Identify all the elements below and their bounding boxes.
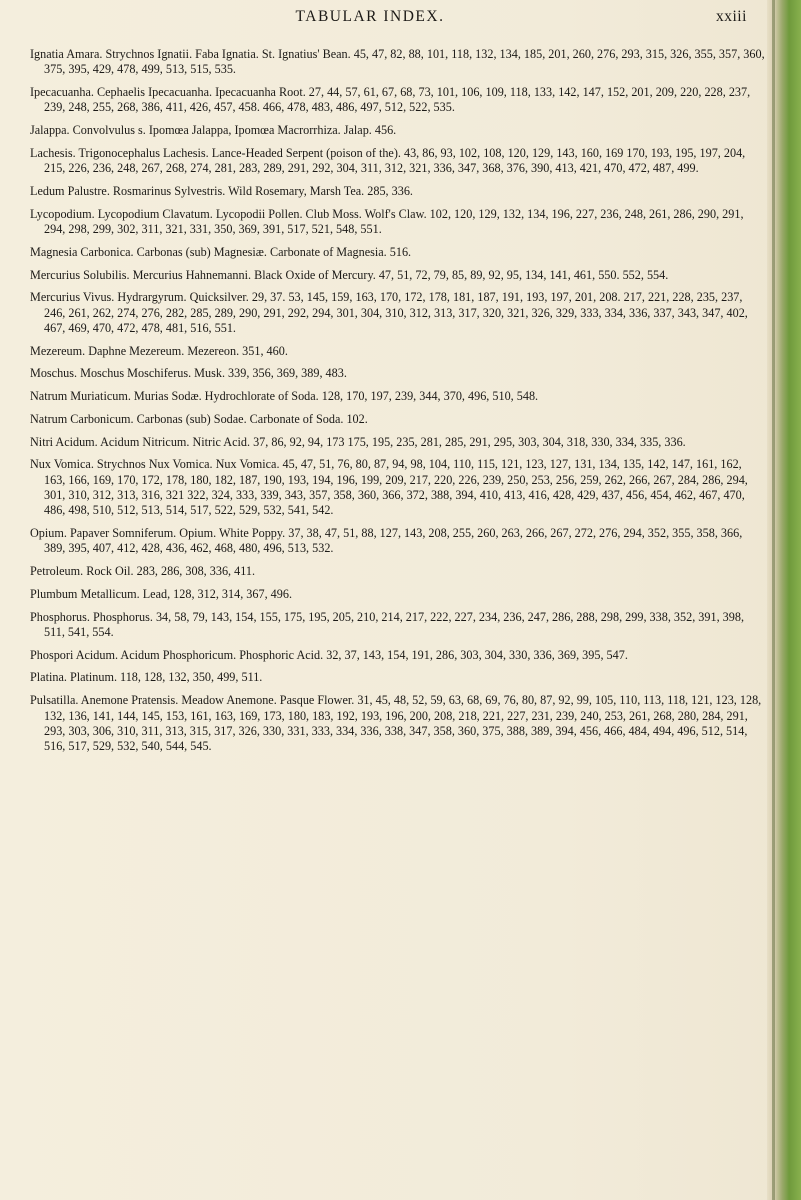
page-edge-shadow [772,0,775,1200]
index-entry: Petroleum. Rock Oil. 283, 286, 308, 336, 411. [30,564,256,579]
index-entry: Natrum Carbonicum. Carbonas (sub) Sodae. Carbonate of Soda. 102. [30,411,368,426]
index-entry: Ledum Palustre. Rosmarinus Sylvestris. Wild Rosemary, Marsh Tea. 285, 336. [30,183,413,198]
running-header [0,8,801,30]
index-entry: Nux Vomica. Strychnos Nux Vomica. Nux Vomica. 45, 47, 51, 76, 80, 87, 94, 98, 104, 110, 115, 121, 123, 127, 131, 134, 135, 142, 147, 161, 162, 163, 166, 169, 170, 172, 178, 180, 182, 187, 190, 193, 194, 196, 199, 209, 217, 220, 226, 239, 250, 253, 256, 259, 262, 266, 267, 284, 286, 294, 301, 310, 312, 313, 316, 321 322, 324, 333, 339, 343, 357, 358, 360, 366, 372, 388, 394, 410, 413, 416, 428, 429, 437, 456, 454, 462, 467, 470, 486, 498, 510, 512, 513, 514, 517, 522, 529, 532, 541, 542. [30,457,748,518]
index-entry: Lachesis. Trigonocephalus Lachesis. Lance-Headed Serpent (poison of the). 43, 86, 93, 102, 108, 120, 129, 143, 160, 169 170, 193, 195, 197, 204, 215, 226, 236, 248, 267, 268, 274, 281, 283, 289, 291, 292, 304, 311, 312, 321, 336, 347, 368, 376, 390, 413, 421, 470, 472, 487, 499. [30,145,746,176]
index-entry: Opium. Papaver Somniferum. Opium. White Poppy. 37, 38, 47, 51, 88, 127, 143, 208, 255, 260, 263, 266, 267, 272, 276, 294, 352, 355, 358, 366, 389, 395, 407, 412, 428, 436, 462, 468, 480, 496, 513, 532. [30,526,743,556]
index-entry: Mercurius Vivus. Hydrargyrum. Quicksilver. 29, 37. 53, 145, 159, 163, 170, 172, 178, 181, 187, 191, 193, 197, 201, 208. 217, 221, 228, 235, 237, 246, 261, 262, 274, 276, 282, 285, 289, 290, 291, 292, 294, 301, 304, 310, 312, 313, 317, 320, 321, 326, 329, 333, 334, 336, 337, 343, 347, 402, 467, 469, 470, 472, 478, 481, 516, 551. [30,290,748,335]
index-entry: Jalappa. Convolvulus s. Ipomœa Jalappa, Ipomœa Macrorrhiza. Jalap. 456. [30,123,397,138]
index-entry: Lycopodium. Lycopodium Clavatum. Lycopodii Pollen. Club Moss. Wolf's Claw. 102, 120, 129, 132, 134, 196, 227, 236, 248, 261, 286, 290, 291, 294, 298, 299, 302, 311, 321, 331, 350, 369, 391, 517, 521, 548, 551. [30,206,744,237]
index-entry: Plumbum Metallicum. Lead, 128, 312, 314, 367, 496. [30,586,293,601]
index-entry: Moschus. Moschus Moschiferus. Musk. 339, 356, 369, 389, 483. [30,366,347,381]
index-entry: Nitri Acidum. Acidum Nitricum. Nitric Acid. 37, 86, 92, 94, 173 175, 195, 235, 281, 285, 291, 295, 303, 304, 318, 330, 334, 335, 336. [30,434,686,449]
index-entry: Mezereum. Daphne Mezereum. Mezereon. 351, 460. [30,343,288,358]
index-entry: Ipecacuanha. Cephaelis Ipecacuanha. Ipecacuanha Root. 27, 44, 57, 61, 67, 68, 73, 101, 106, 109, 118, 133, 142, 147, 152, 201, 209, 220, 228, 237, 239, 248, 255, 268, 386, 411, 426, 457, 458. 466, 478, 483, 486, 497, 512, 522, 535. [30,85,751,115]
index-entry: Mercurius Solubilis. Mercurius Hahnemanni. Black Oxide of Mercury. 47, 51, 72, 79, 85, 89, 92, 95, 134, 141, 461, 550. 552, 554. [30,267,669,282]
index-entry: Phospori Acidum. Acidum Phosphoricum. Phosphoric Acid. 32, 37, 143, 154, 191, 286, 303, 304, 330, 336, 369, 395, 547. [30,647,628,662]
index-entry: Magnesia Carbonica. Carbonas (sub) Magnesiæ. Carbonate of Magnesia. 516. [30,244,412,259]
index-entry: Platina. Platinum. 118, 128, 132, 350, 499, 511. [30,670,263,685]
index-entry: Natrum Muriaticum. Murias Sodæ. Hydrochlorate of Soda. 128, 170, 197, 239, 344, 370, 496, 510, 548. [30,389,539,404]
index-entry: Ignatia Amara. Strychnos Ignatii. Faba Ignatia. St. Ignatius' Bean. 45, 47, 82, 88, 101, 118, 132, 134, 185, 201, 260, 276, 293, 315, 326, 355, 357, 360, 375, 395, 429, 478, 499, 513, 515, 535. [30,47,765,77]
page-number: xxiii [716,8,747,25]
index-entry: Phosphorus. Phosphorus. 34, 58, 79, 143, 154, 155, 175, 195, 205, 210, 214, 217, 222, 227, 234, 236, 247, 286, 288, 298, 299, 338, 352, 391, 398, 511, 541, 554. [30,609,745,639]
header-title: TABULAR INDEX. [295,8,445,25]
index-entries [30,47,766,762]
index-entry: Pulsatilla. Anemone Pratensis. Meadow Anemone. Pasque Flower. 31, 45, 48, 52, 59, 63, 68, 69, 76, 80, 87, 92, 99, 105, 110, 113, 118, 121, 123, 128, 132, 136, 141, 144, 145, 153, 161, 163, 169, 173, 180, 183, 192, 193, 196, 200, 208, 218, 221, 227, 231, 239, 240, 253, 261, 268, 280, 284, 291, 293, 303, 306, 310, 311, 313, 315, 317, 326, 330, 331, 333, 334, 336, 338, 347, 358, 360, 375, 388, 389, 394, 456, 466, 484, 494, 496, 512, 514, 516, 517, 529, 532, 540, 544, 545. [30,693,762,754]
